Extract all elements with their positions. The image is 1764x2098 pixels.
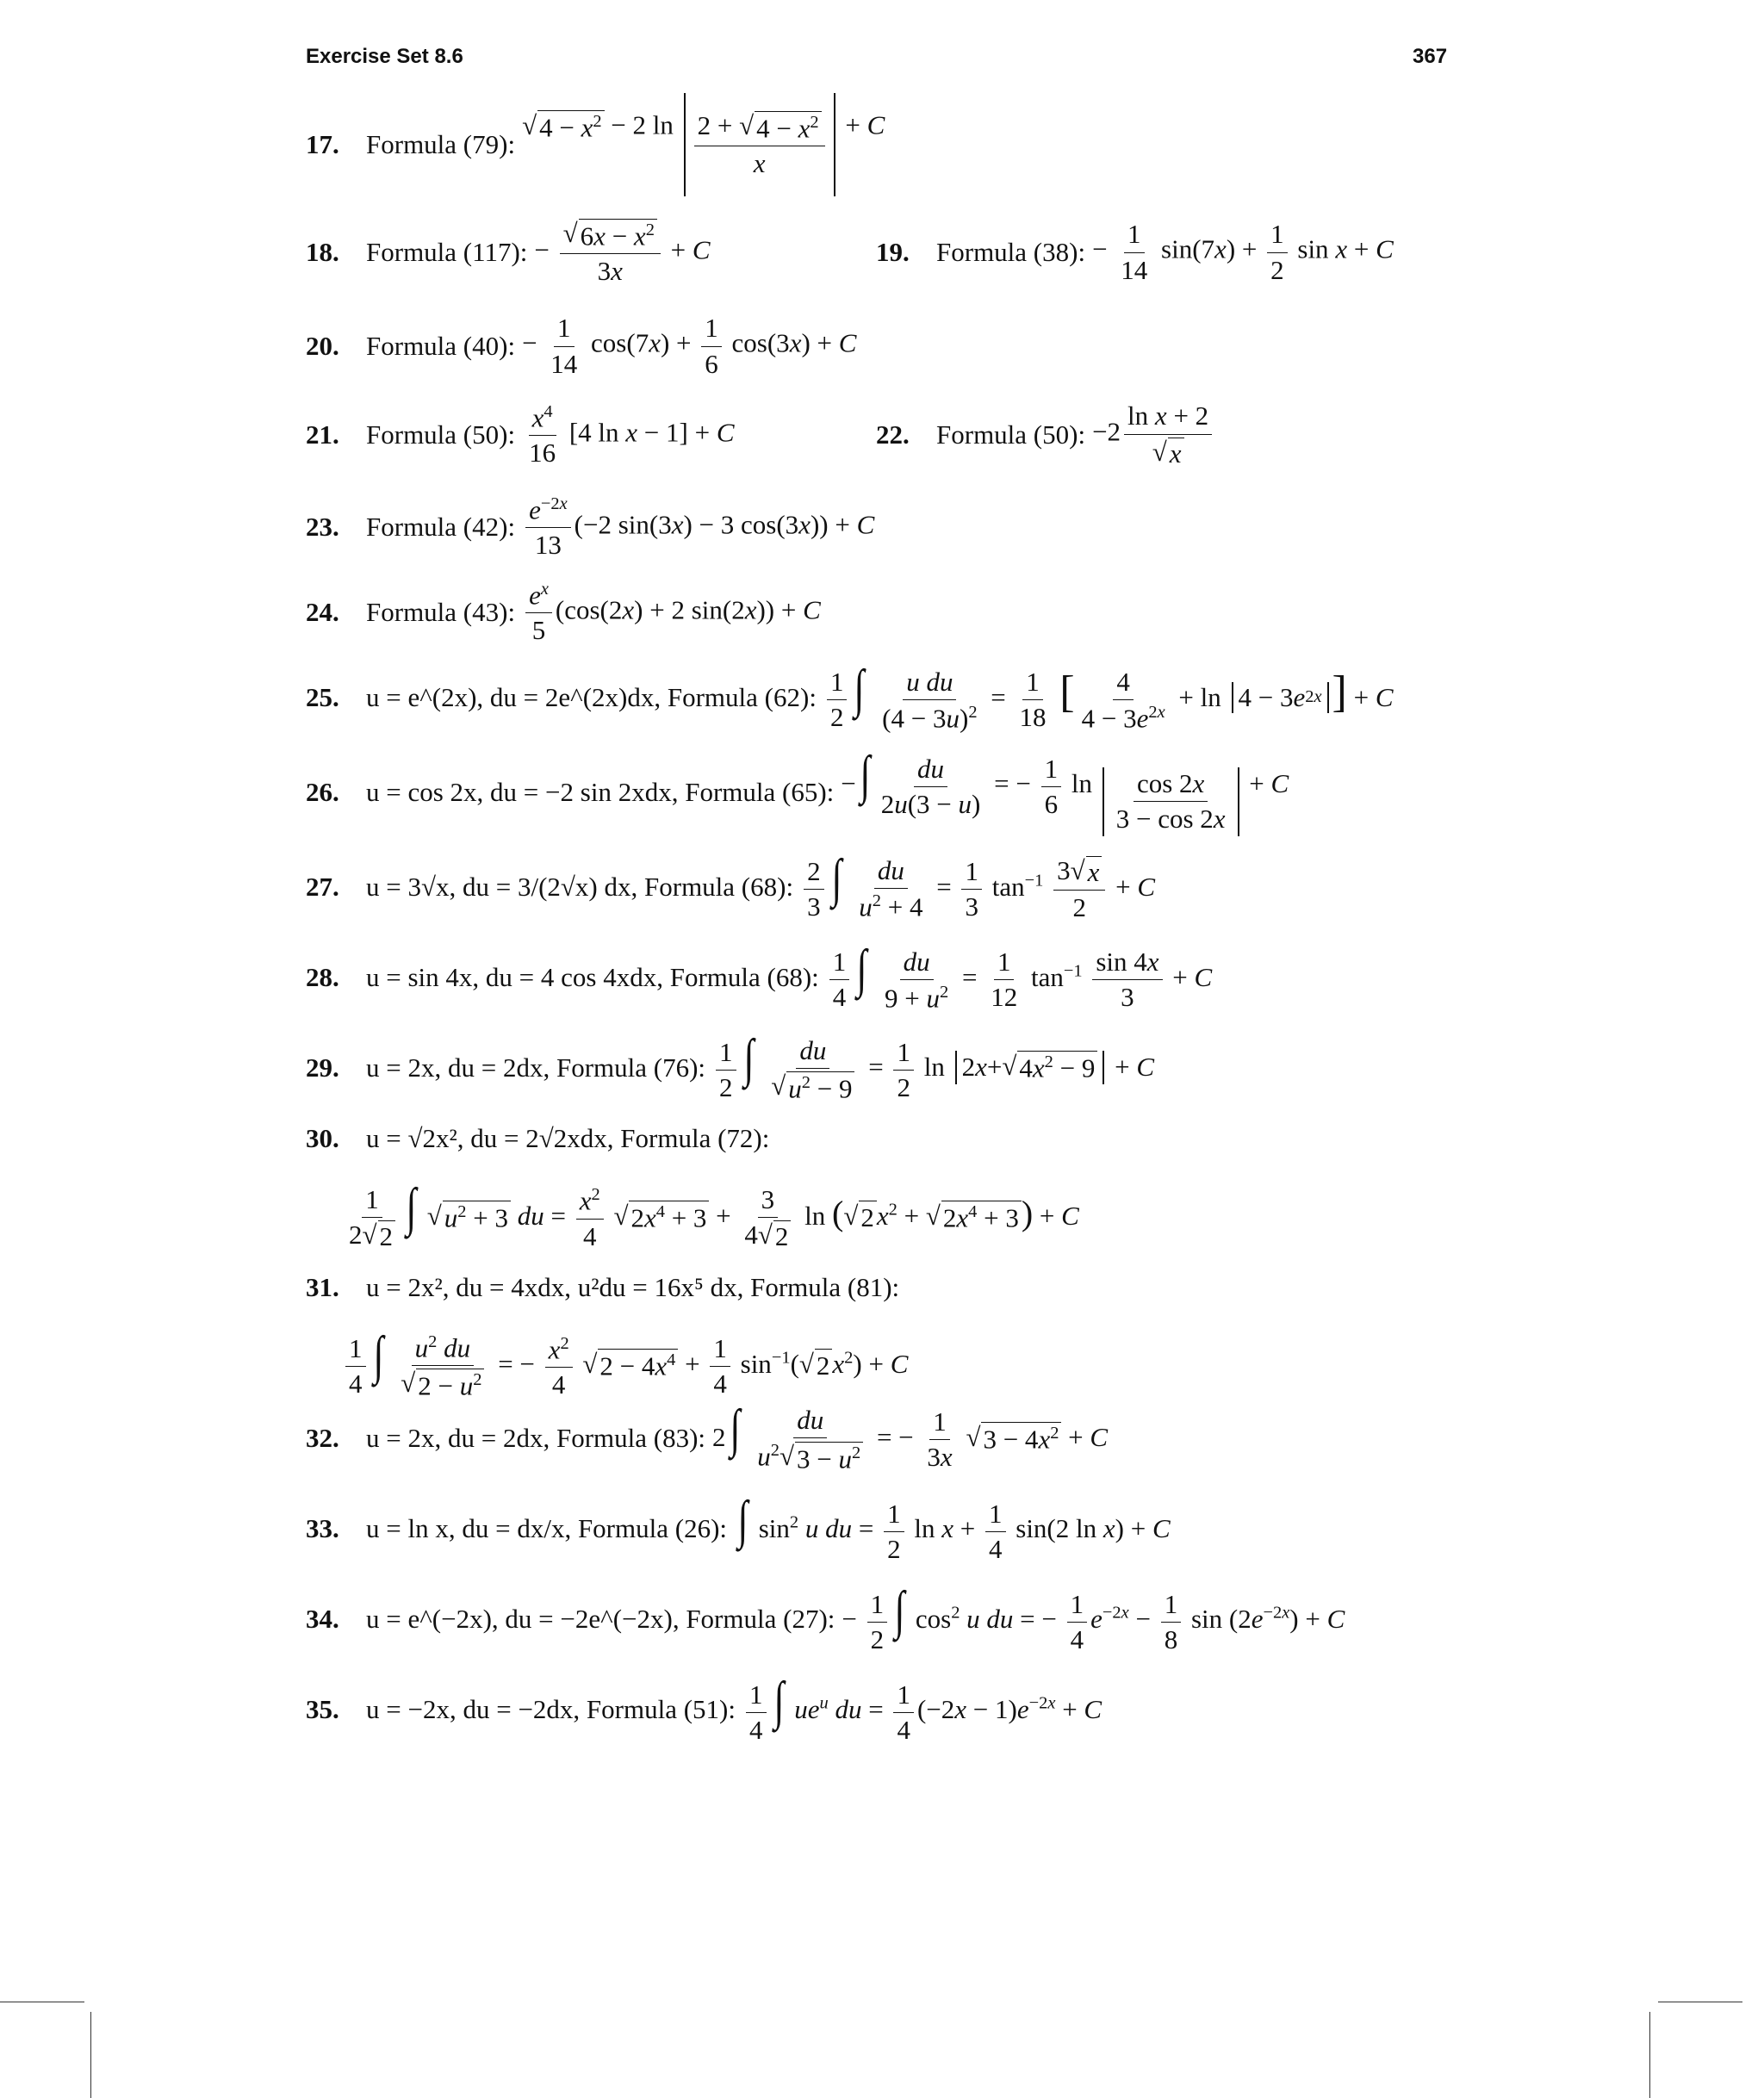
exercise-answer: −2 ln x + 2 √ x xyxy=(1092,401,1215,468)
exercise-label: Formula (40): xyxy=(366,331,516,361)
exercise-number: 18. xyxy=(306,237,339,267)
exercise-number: 27. xyxy=(306,872,339,902)
exercise-answer: $\frac{1}{4}$ ∫ $ue^u$ du = $\frac{1}{4}$ $(-2x - 1)e^{-2x} + C$ xyxy=(742,1674,1102,1744)
exercise-label: u = 2x², du = 4xdx, u²du = 16x⁵ dx, Formula (81): xyxy=(366,1272,900,1302)
exercise-23 xyxy=(306,484,874,570)
exercise-label: Formula (43): xyxy=(366,597,516,627)
exercise-answer: $\frac{1}{4}$ ∫ $u^2$ du √ $2 - u^2$ = − $\frac{x^2}{4}$ √ $2 - 4x^4$ + $\frac{1}{4}$ $\sin^{-1}$( √ 2 $x^2) + C$ xyxy=(342,1329,908,1401)
exercise-label: u = cos 2x, du = −2 sin 2xdx, Formula (65): xyxy=(366,777,835,807)
exercise-answer: 1 2 √ 2 ∫ √ $u^2 + 3$ du = $\frac{x^2}{4}$ √ $2x^4 + 3$ + 3 4 √ 2 ln ( √ 2 $x^2$ + √ $2x^4 + 3$ ) + C xyxy=(349,1177,1079,1252)
exercise-34 xyxy=(306,1576,1345,1662)
exercise-answer: −∫ $\frac{du}{2u(3 - u)}$ = − $\frac{1}{6}$ ln cos 2x 3 − cos 2x + C xyxy=(841,748,1289,836)
exercise-label: Formula (79): xyxy=(366,129,516,159)
exercise-30 xyxy=(306,1104,1079,1259)
exercise-number: 28. xyxy=(306,962,339,992)
exercise-22 xyxy=(876,392,1215,478)
exercise-number: 19. xyxy=(876,237,910,267)
exercise-answer: − $\frac{1}{14}$ cos(7x) + $\frac{1}{6}$ cos(3x) + C xyxy=(522,313,857,379)
exercise-answer: $\frac{1}{2}$ ∫ $\frac{\text{u du}}{(4 - 3u)^2}$ = $\frac{1}{18}$ [ $\frac{4}{4 - 3e^{2x}}$ + ln 4 − 3 e 2x ] + C xyxy=(823,662,1394,733)
exercise-number: 26. xyxy=(306,777,339,807)
exercise-answer: √ $4 - x^2$ − 2 ln 2 + √ $4 - x^2$ x + C xyxy=(522,93,885,196)
exercise-number: 24. xyxy=(306,597,339,627)
exercise-label: u = sin 4x, du = 4 cos 4xdx, Formula (68): xyxy=(366,962,819,992)
exercise-24 xyxy=(306,569,821,655)
exercise-35 xyxy=(306,1667,1102,1753)
exercise-18 xyxy=(306,209,711,295)
exercise-number: 33. xyxy=(306,1513,339,1543)
exercise-17 xyxy=(306,102,885,188)
exercise-label: u = ln x, du = dx/x, Formula (26): xyxy=(366,1513,727,1543)
exercise-answer: − $\frac{1}{2}$ ∫ $\cos^2 u$ du = − $\frac{1}{4}$ $e^{-2x}$ − $\frac{1}{8}$ $\sin (2e^{-2x}) + C$ xyxy=(842,1581,1345,1654)
exercise-number: 23. xyxy=(306,512,339,542)
exercise-31 xyxy=(306,1253,908,1408)
crop-mark-right-vertical xyxy=(1649,2012,1650,2098)
exercise-27 xyxy=(306,844,1155,930)
exercise-answer: $\frac{x^4}{16}$ [4 ln x − 1] + C xyxy=(529,401,735,469)
exercise-answer: $\frac{1}{4}$ ∫ $\frac{du}{9 + u^2}$ = $\frac{1}{12}$ $\tan^{-1}$ $\frac{\sin 4x}{3}$ + C xyxy=(826,942,1212,1013)
exercise-number: 17. xyxy=(306,129,339,159)
exercise-26 xyxy=(306,746,1289,835)
crop-mark-left-vertical xyxy=(90,2012,91,2098)
exercise-29 xyxy=(306,1025,1154,1111)
exercise-label: Formula (117): xyxy=(366,237,528,267)
exercise-33 xyxy=(306,1486,1171,1572)
exercise-number: 25. xyxy=(306,682,339,712)
exercise-label: Formula (38): xyxy=(936,237,1086,267)
exercise-label: u = 2x, du = 2dx, Formula (83): xyxy=(366,1423,706,1453)
exercise-number: 22. xyxy=(876,419,910,450)
exercise-answer: ∫ $\sin^2 u$ du = $\frac{1}{2}$ ln x + $\frac{1}{4}$ sin(2 ln x) + C xyxy=(737,1491,1171,1564)
exercise-label: u = e^(2x), du = 2e^(2x)dx, Formula (62): xyxy=(366,682,817,712)
exercise-number: 31. xyxy=(306,1272,339,1302)
exercise-number: 35. xyxy=(306,1694,339,1724)
exercise-number: 21. xyxy=(306,419,339,450)
page-number: 367 xyxy=(1413,45,1448,68)
exercise-label: Formula (42): xyxy=(366,512,516,542)
exercise-20 xyxy=(306,303,856,389)
exercise-number: 32. xyxy=(306,1423,339,1453)
exercise-answer: 2∫ du $u^2$ √ $3 - u^2$ = − $\frac{1}{3x}$ √ $3 - 4x^2$ + C xyxy=(712,1400,1109,1474)
exercise-number: 30. xyxy=(306,1123,339,1153)
exercise-label: u = 3√x, du = 3/(2√x) dx, Formula (68): xyxy=(366,872,794,902)
exercise-label: u = e^(−2x), du = −2e^(−2x), Formula (27): xyxy=(366,1604,835,1634)
exercise-number: 20. xyxy=(306,331,339,361)
exercise-21 xyxy=(306,392,735,478)
exercise-answer: $\frac{2}{3}$ ∫ $\frac{du}{u^2 + 4}$ = $\frac{1}{3}$ $\tan^{-1}$ 3 √ x 2 + C xyxy=(800,852,1155,922)
exercise-label: Formula (50): xyxy=(936,419,1086,450)
exercise-answer: $\frac{e^x}{5}$ (cos(2x) + 2 sin(2x)) + C xyxy=(522,580,821,646)
exercise-answer: $\frac{e^{-2x}}{13}$ (−2 sin(3x) − 3 cos(3x)) + C xyxy=(522,494,874,561)
exercise-25 xyxy=(306,655,1394,741)
exercise-label: Formula (50): xyxy=(366,419,516,450)
exercise-32 xyxy=(306,1395,1108,1481)
exercise-label: u = √2x², du = 2√2xdx, Formula (72): xyxy=(366,1123,770,1153)
exercise-answer: $\frac{1}{2}$ ∫ du √ $u^2 - 9$ = $\frac{1}{2}$ ln 2 x + √ $4x^2 - 9$ + C xyxy=(712,1032,1154,1103)
exercise-19 xyxy=(876,209,1394,295)
exercise-number: 34. xyxy=(306,1604,339,1634)
exercise-answer: − $\frac{1}{14}$ sin(7x) + $\frac{1}{2}$ sin x + C xyxy=(1092,219,1394,285)
exercise-label: u = −2x, du = −2dx, Formula (51): xyxy=(366,1694,736,1724)
exercise-number: 29. xyxy=(306,1052,339,1083)
exercise-label: u = 2x, du = 2dx, Formula (76): xyxy=(366,1052,706,1083)
exercise-28 xyxy=(306,934,1212,1021)
exercise-answer: − √ $6x - x^2$ 3x + C xyxy=(534,217,711,287)
section-title: Exercise Set 8.6 xyxy=(306,45,463,68)
